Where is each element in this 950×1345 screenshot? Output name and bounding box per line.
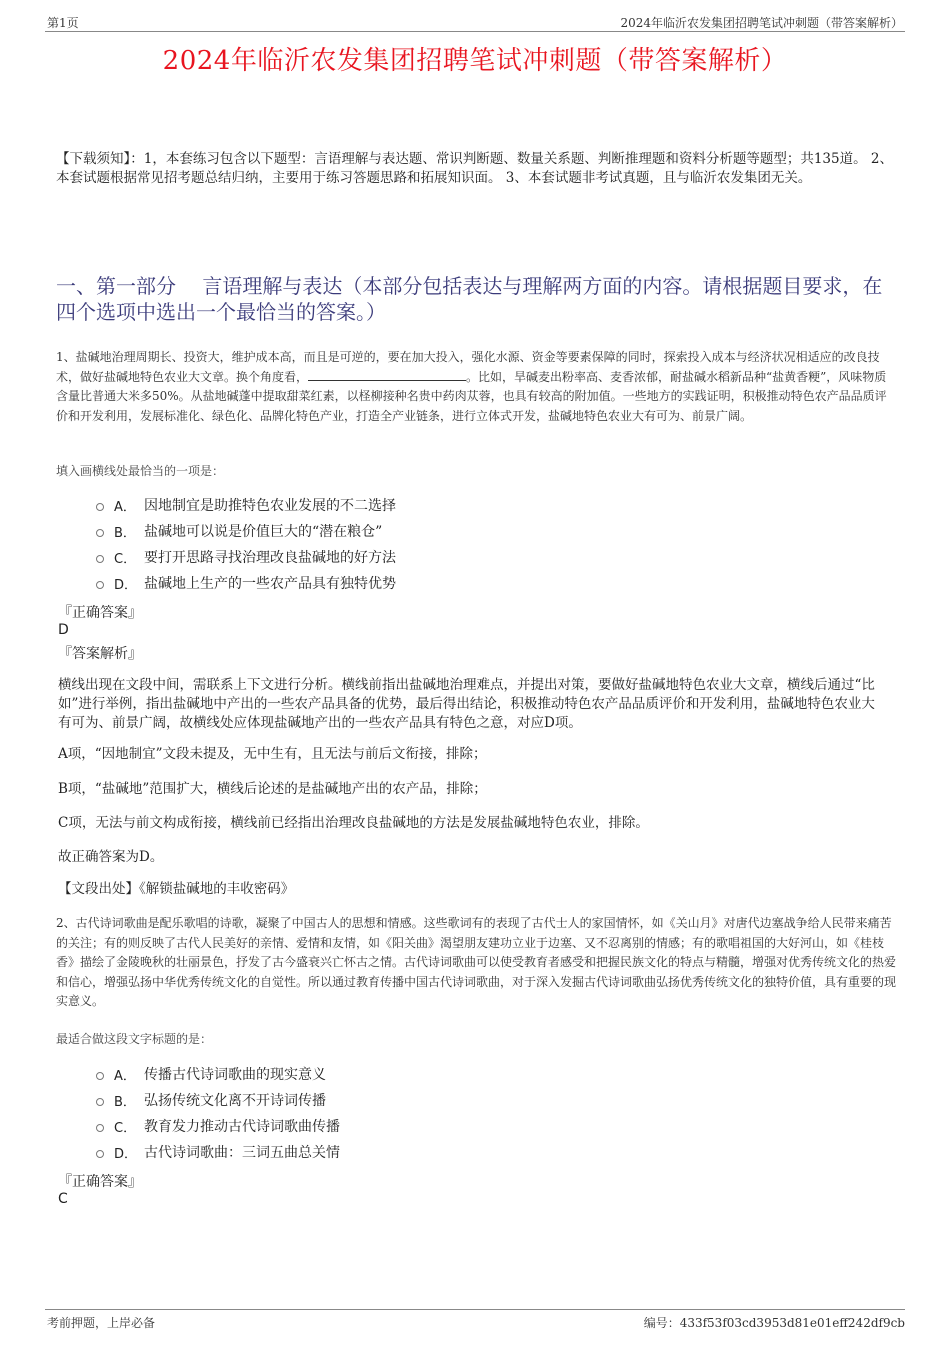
option-c[interactable] (96, 1113, 340, 1139)
option-a[interactable] (96, 492, 396, 518)
footer-slogan: 考前押题，上岸必备 (47, 1316, 156, 1330)
option-label: 要打开思路寻找治理改良盐碱地的好方法 (144, 550, 396, 566)
option-letter: B． (114, 1094, 136, 1110)
correct-answer: D (58, 622, 69, 638)
option-label: 弘扬传统文化离不开诗词传播 (144, 1093, 326, 1109)
option-letter: A． (114, 499, 136, 515)
radio-icon[interactable] (96, 503, 104, 511)
question-2-text: 2、古代诗词歌曲是配乐歌唱的诗歌，凝聚了中国古人的思想和情感。这些歌词有的表现了古代士人的家国情怀，如《关山月》对唐代边塞战争给人民带来痛苦的关注；有的则反映了古代人民美好的亲情、爱情和友情，如《阳关曲》渴望朋友建功立业于边塞、又不忍离别的情感；有的歌唱祖国的大好河山，如《桂枝香》描绘了金陵晚秋的壮丽景色，抒发了古今盛衰兴亡怀古之情。古代诗词歌曲可以使受教育者感受和把握民族文化的特点与精髓，增强对优秀传统文化的热爱和信心，增强弘扬中华优秀传统文化的自觉性。所以通过教育传播中国古代诗词歌曲，对于深入发掘古代诗词歌曲弘扬优秀传统文化的独特价值，具有重要的现实意义。 (56, 916, 897, 1008)
correct-answer: C (58, 1191, 68, 1207)
analysis-label: 『答案解析』 (58, 646, 142, 662)
option-letter: D． (114, 577, 138, 593)
option-letter: B． (114, 525, 136, 541)
option-label: 教育发力推动古代诗词歌曲传播 (144, 1119, 340, 1135)
analysis-conclusion: 故正确答案为D。 (58, 849, 164, 865)
source-citation: 【文段出处】《解锁盐碱地的丰收密码》 (58, 881, 295, 897)
option-label: 传播古代诗词歌曲的现实意义 (144, 1067, 326, 1083)
question-1-options (96, 492, 396, 596)
option-c[interactable] (96, 544, 396, 570)
header-divider (45, 31, 905, 32)
radio-icon[interactable] (96, 529, 104, 537)
option-label: 盐碱地可以说是价值巨大的“潜在粮仓” (144, 524, 383, 540)
page-title: 2024年临沂农发集团招聘笔试冲刺题（带答案解析） (162, 46, 788, 76)
question-1-text-before: 1、盐碱地治理周期长、投资大，维护成本高，而且是可逆的，要在加大投入，强化水源、资金等要素保障的同时，探索投入成本与经济状况相适应的改良技术，做好盐碱地特色农业大文章。换个角度看， (56, 350, 880, 384)
question-1-text-after: 。比如，旱碱麦出粉率高、麦香浓郁，耐盐碱水稻新品种“盐黄香粳”，风味物质含量比普通大米多50%。从盐地碱蓬中提取甜菜红素，以柽柳接种名贵中药肉苁蓉，也具有较高的附加值。一些地方的实践证明，积极推动特色农产品品质评价和开发利用，发展标准化、绿色化、品牌化特色产业，打造全产业链条，进行立体式开发，盐碱地特色农业大有可为、前景广阔。 (56, 369, 887, 423)
option-b[interactable] (96, 518, 396, 544)
option-letter: C． (114, 551, 137, 567)
analysis-option-a: A项，“因地制宜”文段未提及，无中生有，且无法与前后文衔接，排除； (58, 746, 487, 762)
option-label: 盐碱地上生产的一些农产品具有独特优势 (144, 576, 396, 592)
radio-icon[interactable] (96, 555, 104, 563)
header-doc-title: 2024年临沂农发集团招聘笔试冲刺题（带答案解析） (620, 16, 903, 30)
radio-icon[interactable] (96, 1124, 104, 1132)
option-label: 因地制宜是助推特色农业发展的不二选择 (144, 498, 396, 514)
analysis-option-b: B项，“盐碱地”范围扩大，横线后论述的是盐碱地产出的农产品，排除； (58, 781, 487, 797)
radio-icon[interactable] (96, 1072, 104, 1080)
question-1-text (56, 348, 898, 426)
question-1-prompt: 填入画横线处最恰当的一项是： (56, 464, 225, 478)
answer-label: 『正确答案』 (58, 1174, 142, 1190)
answer-label: 『正确答案』 (58, 605, 142, 621)
page-number: 第1页 (47, 16, 79, 30)
question-2-options (96, 1061, 340, 1165)
radio-icon[interactable] (96, 1150, 104, 1158)
option-a[interactable] (96, 1061, 340, 1087)
option-d[interactable] (96, 1139, 340, 1165)
option-d[interactable] (96, 570, 396, 596)
question-2-prompt: 最适合做这段文字标题的是： (56, 1032, 213, 1046)
option-letter: D． (114, 1146, 138, 1162)
option-letter: A． (114, 1068, 136, 1084)
footer-doc-id: 编号：433f53f03cd3953d81e01eff242df9cb (643, 1316, 905, 1330)
option-letter: C． (114, 1120, 137, 1136)
option-label: 古代诗词歌曲：三词五曲总关情 (144, 1145, 340, 1161)
radio-icon[interactable] (96, 1098, 104, 1106)
download-notice: 【下载须知】：1，本套练习包含以下题型：言语理解与表达题、常识判断题、数量关系题、判断推理题和资料分析题等题型；共135道。 2、本套试题根据常见招考题总结归纳，主要用于练习答题思路和拓展知识面。 3、本套试题非考试真题，且与临沂农发集团无关。 (56, 151, 893, 186)
analysis-option-c: C项，无法与前文构成衔接，横线前已经指出治理改良盐碱地的方法是发展盐碱地特色农业，排除。 (58, 815, 649, 831)
footer-divider (45, 1309, 905, 1310)
analysis-paragraph: 横线出现在文段中间，需联系上下文进行分析。横线前指出盐碱地治理难点，并提出对策，要做好盐碱地特色农业大文章，横线后通过“比如”进行举例，指出盐碱地中产出的一些农产品具备的优势，最后得出结论，积极推动特色农产品品质评价和开发利用，盐碱地特色农业大有可为、前景广阔，故横线处应体现盐碱地产出的一些农产品具有特色之意，对应D项。 (58, 677, 875, 731)
section-heading: 一、第一部分 言语理解与表达（本部分包括表达与理解两方面的内容。请根据题目要求，在四个选项中选出一个最恰当的答案。） (56, 274, 883, 324)
option-b[interactable] (96, 1087, 340, 1113)
fill-blank (308, 368, 466, 381)
radio-icon[interactable] (96, 581, 104, 589)
